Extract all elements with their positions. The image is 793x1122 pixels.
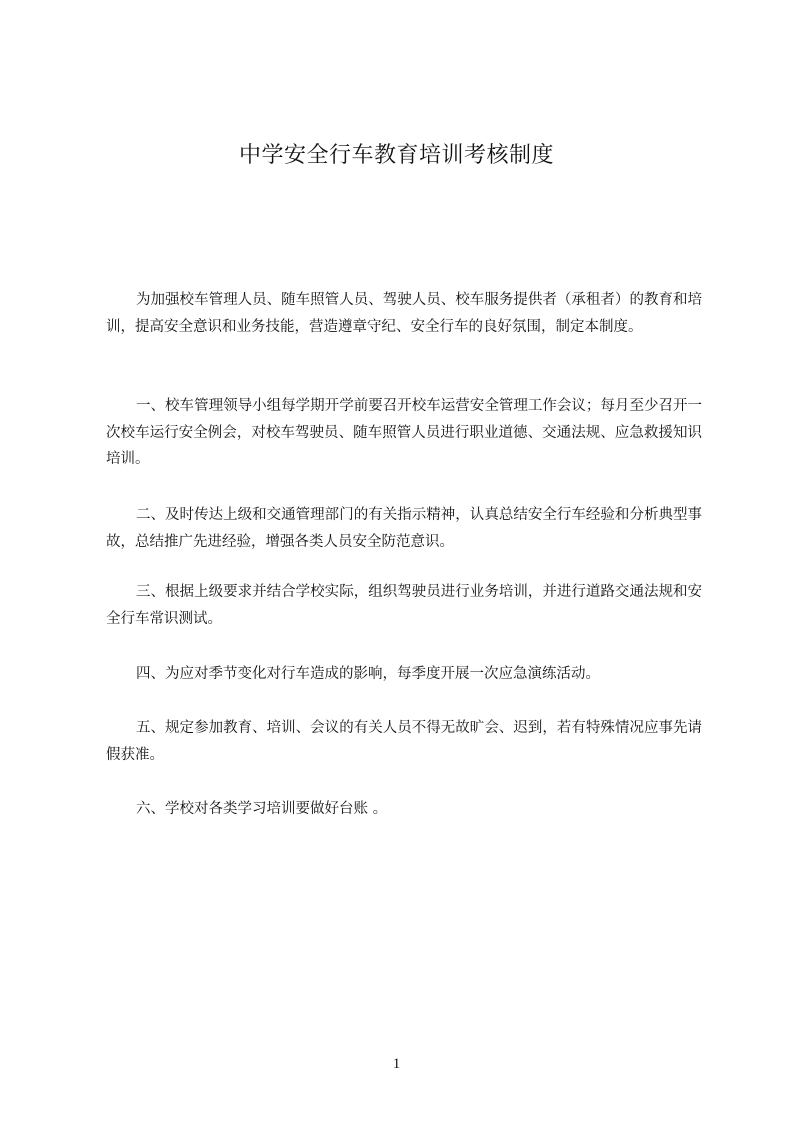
rule-paragraph-3-text: 三、根据上级要求并结合学校实际，组织驾驶员进行业务培训，并进行道路交通法规和安全行车常识测试。 — [106, 584, 702, 627]
rule-paragraph-6-text: 六、学校对各类学习培训要做好台账 。 — [136, 801, 388, 817]
rule-paragraph-4-text: 四、为应对季节变化对行车造成的影响，每季度开展一次应急演练活动。 — [136, 666, 600, 682]
rule-paragraph-1-text: 一、校车管理领导小组每学期开学前要召开校车运营安全管理工作会议；每月至少召开一次校车运行安全例会，对校车驾驶员、随车照管人员进行职业道德、交通法规、应急救援知识培训。 — [106, 398, 702, 467]
intro-paragraph-text: 为加强校车管理人员、随车照管人员、驾驶人员、校车服务提供者（承租者）的教育和培训，提高安全意识和业务技能，营造遵章守纪、安全行车的良好氛围，制定本制度。 — [106, 292, 702, 335]
rule-paragraph-3 — [106, 579, 702, 632]
rule-paragraph-6 — [106, 796, 702, 823]
rule-paragraph-4 — [106, 661, 702, 688]
document-title: 中学安全行车教育培训考核制度 — [238, 143, 554, 168]
rule-paragraph-5-text: 五、规定参加教育、培训、会议的有关人员不得无故旷会、迟到，若有特殊情况应事先请假获准。 — [106, 720, 702, 763]
rule-paragraph-5 — [106, 715, 702, 768]
rule-paragraph-1 — [106, 393, 702, 473]
intro-paragraph — [106, 287, 702, 340]
page-number: 1 — [392, 1056, 401, 1072]
rule-paragraph-2 — [106, 502, 702, 555]
rule-paragraph-2-text: 二、及时传达上级和交通管理部门的有关指示精神，认真总结安全行车经验和分析典型事故，总结推广先进经验，增强各类人员安全防范意识。 — [106, 507, 702, 550]
